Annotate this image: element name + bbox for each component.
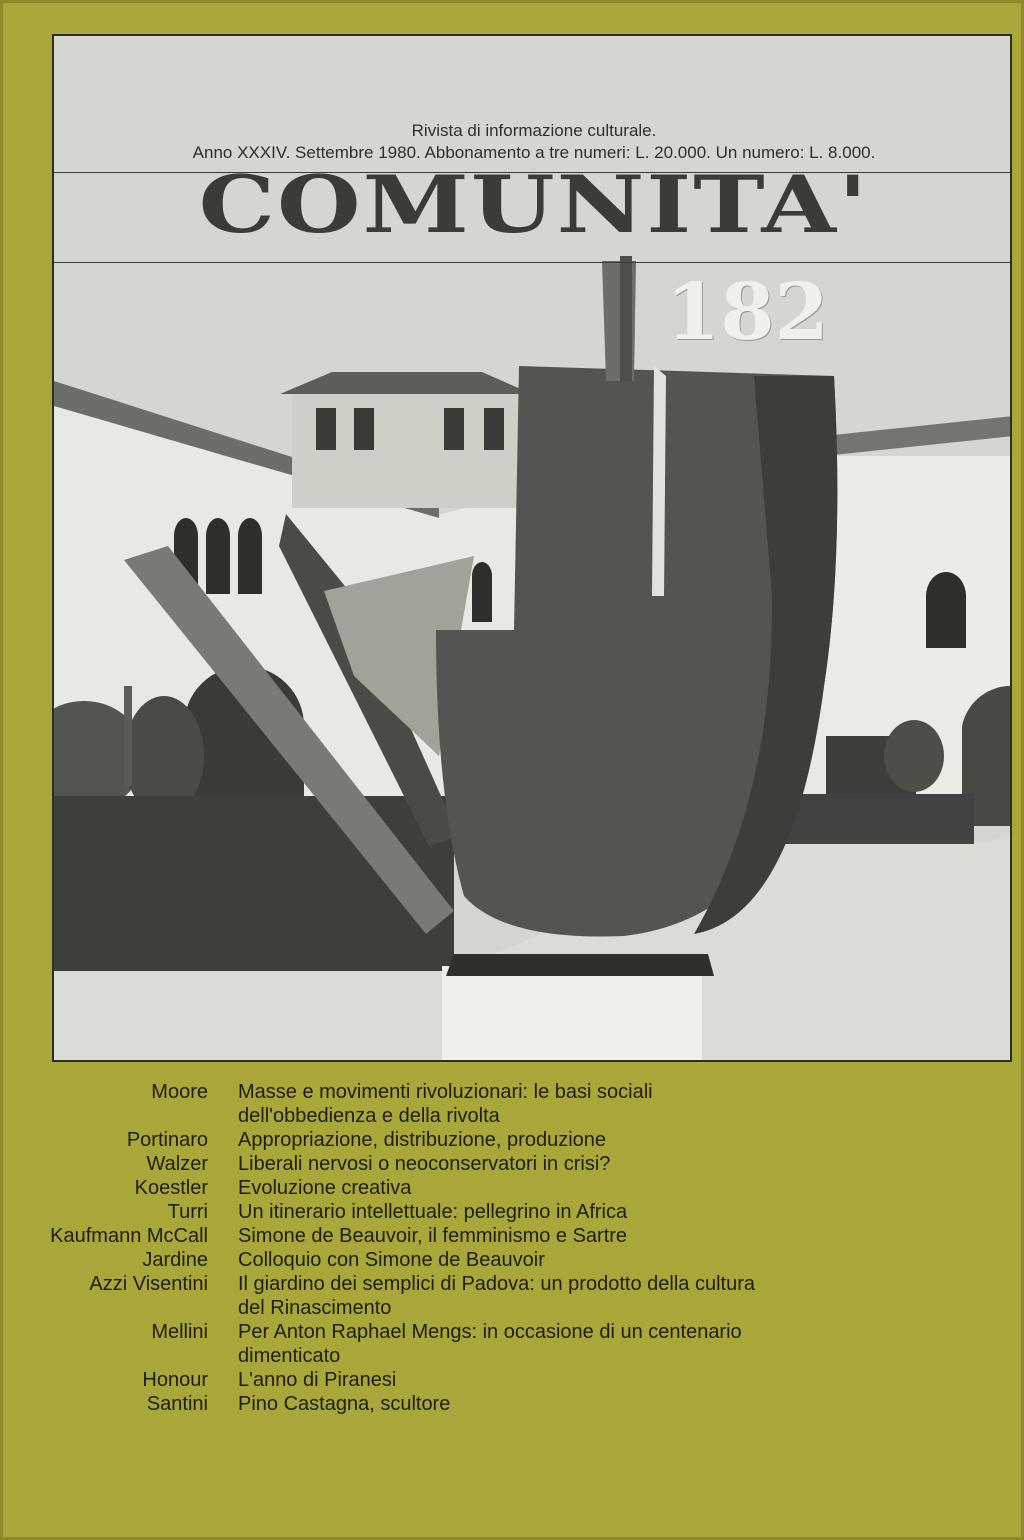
toc-title [238,1272,938,1320]
toc-entry [0,1128,1024,1152]
toc-title [238,1320,938,1368]
table-of-contents [0,1080,1024,1416]
toc-entry [0,1176,1024,1200]
toc-entry [0,1152,1024,1176]
toc-title: Simone de Beauvoir, il femminismo e Sartre [238,1225,628,1247]
toc-author: Azzi Visentini [89,1273,208,1295]
toc-title-line: Masse e movimenti rivoluzionari: le basi sociali [238,1081,653,1103]
toc-title-line: del Rinascimento [238,1297,392,1319]
toc-author: Walzer [146,1153,208,1175]
toc-entry [0,1392,1024,1416]
toc-title-line: Per Anton Raphael Mengs: in occasione di un centenario [238,1321,742,1343]
toc-title-line: dell'obbedienza e della rivolta [238,1105,500,1127]
toc-author: Jardine [142,1249,208,1271]
toc-title-line: dimenticato [238,1345,341,1367]
subscription-details: Anno XXXIV. Settembre 1980. Abbonamento a tre numeri: L. 20.000. Un numero: L. 8.000. [192,143,876,162]
toc-author: Santini [146,1393,208,1415]
magazine-subtitle: Rivista di informazione culturale. [411,121,657,140]
toc-author: Mellini [151,1321,208,1343]
toc-entry [0,1320,1024,1368]
toc-entry [0,1272,1024,1320]
issue-number: 182 [666,267,829,358]
toc-author: Portinaro [126,1129,208,1151]
toc-title: Evoluzione creativa [238,1177,412,1199]
toc-title: Appropriazione, distribuzione, produzione [238,1129,607,1151]
toc-entry [0,1200,1024,1224]
toc-title-line: Il giardino dei semplici di Padova: un prodotto della cultura [238,1273,755,1295]
toc-author: Kaufmann McCall [50,1225,208,1247]
toc-author: Koestler [134,1177,208,1199]
toc-title: Un itinerario intellettuale: pellegrino in Africa [238,1201,628,1223]
toc-title: Colloquio con Simone de Beauvoir [238,1249,545,1271]
toc-author: Honour [142,1369,208,1391]
toc-entry [0,1368,1024,1392]
toc-author: Turri [167,1201,208,1223]
masthead-bottom-rule [54,262,1012,263]
toc-title [238,1080,938,1128]
toc-entry [0,1224,1024,1248]
masthead-title: COMUNITA' [198,158,870,251]
toc-author: Moore [151,1081,208,1103]
toc-title: Liberali nervosi o neoconservatori in crisi? [238,1153,611,1175]
cover-photo [52,34,1012,1062]
toc-entry [0,1248,1024,1272]
toc-entry [0,1080,1024,1128]
toc-title: L'anno di Piranesi [238,1369,397,1391]
toc-title: Pino Castagna, scultore [238,1393,451,1415]
